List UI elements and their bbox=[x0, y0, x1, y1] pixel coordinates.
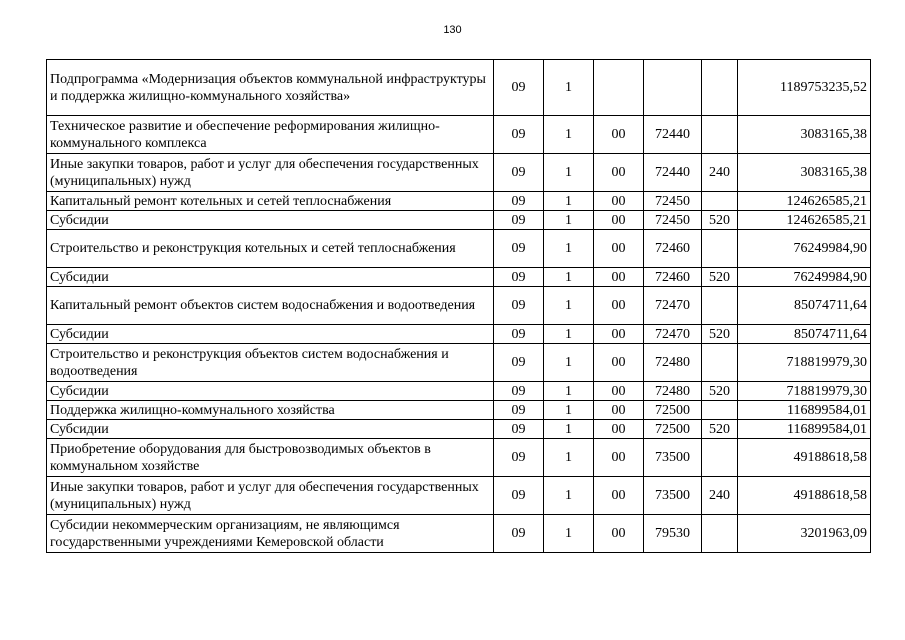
row-section: 09 bbox=[494, 325, 544, 344]
row-subprogram: 00 bbox=[594, 439, 644, 477]
table-row bbox=[47, 401, 871, 420]
row-program: 1 bbox=[544, 325, 594, 344]
row-direction: 73500 bbox=[644, 477, 702, 515]
row-subprogram: 00 bbox=[594, 230, 644, 268]
row-subprogram: 00 bbox=[594, 287, 644, 325]
row-name: Субсидии bbox=[47, 382, 494, 401]
row-expense-type: 520 bbox=[702, 382, 738, 401]
row-direction: 72500 bbox=[644, 420, 702, 439]
row-program: 1 bbox=[544, 344, 594, 382]
row-name: Субсидии bbox=[47, 325, 494, 344]
table-row bbox=[47, 477, 871, 515]
row-direction: 73500 bbox=[644, 439, 702, 477]
row-direction: 72440 bbox=[644, 116, 702, 154]
row-direction: 72460 bbox=[644, 230, 702, 268]
row-name: Иные закупки товаров, работ и услуг для обеспечения государственных (муниципальных) нужд bbox=[47, 477, 494, 515]
row-name: Субсидии bbox=[47, 420, 494, 439]
row-section: 09 bbox=[494, 477, 544, 515]
row-expense-type: 240 bbox=[702, 477, 738, 515]
row-amount: 718819979,30 bbox=[738, 382, 871, 401]
row-expense-type bbox=[702, 515, 738, 553]
row-name: Подпрограмма «Модернизация объектов коммунальной инфраструктуры и поддержка жилищно-коммунального хозяйства» bbox=[47, 60, 494, 116]
row-subprogram: 00 bbox=[594, 325, 644, 344]
row-direction: 72450 bbox=[644, 211, 702, 230]
row-subprogram: 00 bbox=[594, 344, 644, 382]
row-direction: 72470 bbox=[644, 325, 702, 344]
table-row bbox=[47, 60, 871, 116]
row-expense-type bbox=[702, 192, 738, 211]
row-program: 1 bbox=[544, 154, 594, 192]
row-section: 09 bbox=[494, 60, 544, 116]
table-row bbox=[47, 116, 871, 154]
budget-table bbox=[46, 59, 871, 553]
row-program: 1 bbox=[544, 211, 594, 230]
table-row bbox=[47, 268, 871, 287]
row-section: 09 bbox=[494, 439, 544, 477]
row-program: 1 bbox=[544, 477, 594, 515]
row-amount: 3083165,38 bbox=[738, 116, 871, 154]
table-row bbox=[47, 154, 871, 192]
row-direction: 72500 bbox=[644, 401, 702, 420]
row-program: 1 bbox=[544, 382, 594, 401]
row-section: 09 bbox=[494, 116, 544, 154]
row-direction: 72480 bbox=[644, 344, 702, 382]
page-number: 130 bbox=[443, 24, 462, 36]
row-subprogram: 00 bbox=[594, 420, 644, 439]
row-amount: 3201963,09 bbox=[738, 515, 871, 553]
row-subprogram: 00 bbox=[594, 192, 644, 211]
row-direction: 72470 bbox=[644, 287, 702, 325]
row-subprogram: 00 bbox=[594, 116, 644, 154]
row-amount: 1189753235,52 bbox=[738, 60, 871, 116]
row-section: 09 bbox=[494, 287, 544, 325]
row-program: 1 bbox=[544, 287, 594, 325]
row-section: 09 bbox=[494, 344, 544, 382]
row-subprogram bbox=[594, 60, 644, 116]
table-row bbox=[47, 439, 871, 477]
row-amount: 85074711,64 bbox=[738, 325, 871, 344]
row-amount: 124626585,21 bbox=[738, 192, 871, 211]
table-row bbox=[47, 515, 871, 553]
row-section: 09 bbox=[494, 268, 544, 287]
row-expense-type bbox=[702, 401, 738, 420]
row-name: Субсидии bbox=[47, 268, 494, 287]
row-expense-type bbox=[702, 230, 738, 268]
row-section: 09 bbox=[494, 420, 544, 439]
row-subprogram: 00 bbox=[594, 515, 644, 553]
row-subprogram: 00 bbox=[594, 268, 644, 287]
row-program: 1 bbox=[544, 439, 594, 477]
row-amount: 3083165,38 bbox=[738, 154, 871, 192]
row-name: Техническое развитие и обеспечение реформирования жилищно-коммунального комплекса bbox=[47, 116, 494, 154]
row-name: Строительство и реконструкция объектов систем водоснабжения и водоотведения bbox=[47, 344, 494, 382]
row-expense-type: 520 bbox=[702, 211, 738, 230]
row-amount: 76249984,90 bbox=[738, 230, 871, 268]
row-expense-type: 520 bbox=[702, 325, 738, 344]
row-subprogram: 00 bbox=[594, 211, 644, 230]
row-amount: 49188618,58 bbox=[738, 439, 871, 477]
row-section: 09 bbox=[494, 211, 544, 230]
row-program: 1 bbox=[544, 60, 594, 116]
row-direction: 79530 bbox=[644, 515, 702, 553]
row-subprogram: 00 bbox=[594, 401, 644, 420]
row-direction: 72460 bbox=[644, 268, 702, 287]
row-direction: 72440 bbox=[644, 154, 702, 192]
row-section: 09 bbox=[494, 515, 544, 553]
row-program: 1 bbox=[544, 116, 594, 154]
row-expense-type bbox=[702, 116, 738, 154]
row-name: Капитальный ремонт котельных и сетей теплоснабжения bbox=[47, 192, 494, 211]
row-name: Строительство и реконструкция котельных и сетей теплоснабжения bbox=[47, 230, 494, 268]
table-row bbox=[47, 420, 871, 439]
row-amount: 76249984,90 bbox=[738, 268, 871, 287]
table-row bbox=[47, 344, 871, 382]
row-name: Иные закупки товаров, работ и услуг для обеспечения государственных (муниципальных) нужд bbox=[47, 154, 494, 192]
row-expense-type bbox=[702, 287, 738, 325]
row-amount: 718819979,30 bbox=[738, 344, 871, 382]
row-subprogram: 00 bbox=[594, 154, 644, 192]
row-amount: 85074711,64 bbox=[738, 287, 871, 325]
row-program: 1 bbox=[544, 515, 594, 553]
row-name: Поддержка жилищно-коммунального хозяйства bbox=[47, 401, 494, 420]
row-program: 1 bbox=[544, 401, 594, 420]
table-row bbox=[47, 287, 871, 325]
table-row bbox=[47, 325, 871, 344]
row-expense-type bbox=[702, 344, 738, 382]
row-subprogram: 00 bbox=[594, 477, 644, 515]
row-expense-type: 240 bbox=[702, 154, 738, 192]
row-expense-type: 520 bbox=[702, 268, 738, 287]
row-name: Субсидии некоммерческим организациям, не являющимся государственными учреждениями Кемеровской области bbox=[47, 515, 494, 553]
row-amount: 49188618,58 bbox=[738, 477, 871, 515]
table-row bbox=[47, 382, 871, 401]
row-direction: 72450 bbox=[644, 192, 702, 211]
row-section: 09 bbox=[494, 382, 544, 401]
row-amount: 116899584,01 bbox=[738, 401, 871, 420]
row-name: Приобретение оборудования для быстровозводимых объектов в коммунальном хозяйстве bbox=[47, 439, 494, 477]
row-expense-type bbox=[702, 60, 738, 116]
row-amount: 116899584,01 bbox=[738, 420, 871, 439]
row-section: 09 bbox=[494, 192, 544, 211]
row-direction bbox=[644, 60, 702, 116]
row-section: 09 bbox=[494, 154, 544, 192]
row-expense-type bbox=[702, 439, 738, 477]
table-row bbox=[47, 192, 871, 211]
row-program: 1 bbox=[544, 268, 594, 287]
row-program: 1 bbox=[544, 420, 594, 439]
row-program: 1 bbox=[544, 192, 594, 211]
row-name: Капитальный ремонт объектов систем водоснабжения и водоотведения bbox=[47, 287, 494, 325]
row-program: 1 bbox=[544, 230, 594, 268]
row-name: Субсидии bbox=[47, 211, 494, 230]
row-subprogram: 00 bbox=[594, 382, 644, 401]
row-section: 09 bbox=[494, 401, 544, 420]
row-expense-type: 520 bbox=[702, 420, 738, 439]
row-section: 09 bbox=[494, 230, 544, 268]
row-amount: 124626585,21 bbox=[738, 211, 871, 230]
table-row bbox=[47, 230, 871, 268]
table-row bbox=[47, 211, 871, 230]
row-direction: 72480 bbox=[644, 382, 702, 401]
